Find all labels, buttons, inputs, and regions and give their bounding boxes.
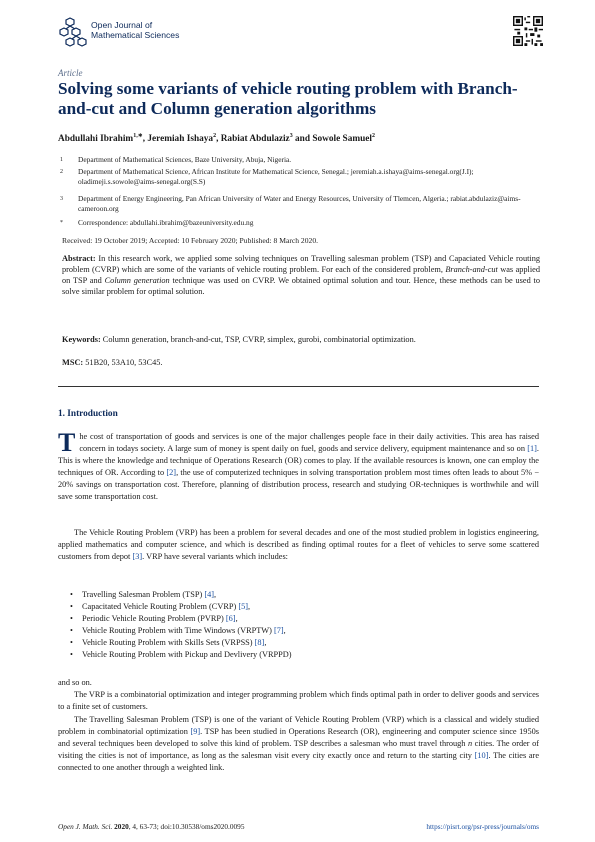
author-separator: and (292, 134, 313, 145)
journal-name (91, 20, 179, 40)
paragraph: The VRP is a combinatorial optimization and integer programming problem which finds optimal path in order to deliver goods and services to a finite set of customers. (58, 690, 539, 712)
footer-journal-abbr: Open J. Math. Sci. (58, 822, 113, 831)
affiliation-number: 2 (60, 169, 63, 175)
citation-link[interactable]: [1] (527, 444, 537, 454)
author-name: Sowole Samuel (312, 134, 372, 145)
section-divider (58, 386, 539, 387)
affiliation-number: * (60, 220, 63, 226)
author-affil-marker: 1,∗ (133, 133, 143, 139)
affiliation (58, 167, 548, 187)
abstract-emphasis: Branch-and-cut (445, 265, 498, 274)
footer-year: 2020 (114, 822, 129, 831)
affiliation (58, 194, 548, 214)
abstract-text: was applied on TSP and (62, 265, 540, 285)
abstract-text: technique was used on CVRP. We obtained optimal solution and tour. Hence, these methods can be used to solve similar problem for optimal solution. (62, 276, 541, 296)
footer-doi: , 4, 63-73; doi:10.30538/oms2020.0095 (128, 822, 245, 831)
list-item-text: Periodic Vehicle Routing Problem (PVRP) (82, 614, 226, 624)
affiliation-text: Department of Energy Engineering, Pan African University of Water and Energy Resources, University of Tlemcen, Algeria.; rabiat.abdulaziz@aims-cameroon.org (78, 194, 521, 213)
citation-link[interactable]: [8] (254, 638, 265, 648)
list-item (68, 589, 528, 601)
citation-link[interactable]: [3] (132, 552, 143, 562)
citation-link[interactable]: [5] (238, 602, 248, 612)
list-item-punct: , (248, 602, 251, 612)
journal-name-line1: Open Journal of (91, 20, 153, 30)
footer-citation (58, 822, 244, 831)
paragraph: and so on. (58, 678, 92, 687)
citation-link[interactable]: [10] (474, 751, 489, 761)
drop-cap: T (58, 428, 76, 457)
affiliation (58, 218, 548, 228)
list-item (68, 613, 528, 625)
journal-name-line2: Mathematical Sciences (91, 30, 180, 40)
paragraph (58, 428, 539, 503)
list-item-punct: , (264, 638, 267, 648)
author-separator: , (216, 134, 221, 145)
abstract-text: In this research work, we applied some solving techniques on Travelling salesman problem (TSP) and Capaciated Vehicle routing problem (CVRP) which are some of the variants of vehicle routing problem. For each of the considered problem, (62, 254, 540, 274)
paragraph-text: . VRP have several variants which includes: (142, 552, 288, 562)
affiliation-text: Department of Mathematical Sciences, Baze University, Abuja, Nigeria. (78, 155, 292, 164)
keywords-text: Column generation, branch-and-cut, TSP, CVRP, simplex, gurobi, combinatorial optimization. (100, 335, 416, 344)
vrp-variant-list (68, 589, 528, 661)
affiliation-number: 1 (60, 157, 63, 163)
paper-title: Solving some variants of vehicle routing problem with Branch-and-cut and Column generation algorithms (58, 79, 518, 118)
author-affil-marker: 3 (289, 133, 293, 139)
list-item (68, 637, 528, 649)
math-variable: n (467, 739, 473, 749)
abstract-label: Abstract: (62, 254, 96, 263)
author-name: Jeremiah Ishaya (147, 134, 214, 145)
qr-code-icon (513, 16, 543, 46)
paragraph-text: , the use of computerized techniques in solving transportation problem most times often leads to about 5% − 20% savings on transportation cost. Therefore, planning of distribution process, research and studying OR-techniques is worthwhile and will save some transportation cost. (58, 468, 539, 502)
list-item (68, 625, 528, 637)
affiliation-text: Department of Mathematical Science, African Institute for Mathematical Science, Senegal.; jeremiah.a.ishaya@aims-senegal.org(J.I); oladimeji.s.sowole@aims-senegal.org(S.S) (78, 167, 474, 186)
abstract (62, 253, 540, 297)
list-item (68, 601, 528, 613)
citation-link[interactable]: [9] (190, 727, 201, 737)
list-item-punct: , (235, 614, 238, 624)
publication-dates: Received: 19 October 2019; Accepted: 10 February 2020; Published: 8 March 2020. (62, 236, 319, 245)
hexagon-network-icon (58, 16, 88, 50)
author-separator: , (142, 134, 148, 145)
paragraph-text: cities. The order of visiting the cities is not of importance, as long as the salesman visit every city exactly once and return to the starting city (58, 739, 539, 761)
msc-label: MSC: (62, 358, 84, 367)
footer-journal-url[interactable]: https://pisrt.org/psr-press/journals/oms (426, 822, 539, 831)
paragraph-text: he cost of transportation of goods and services is one of the major challenges people face in their daily activities. This area has raised concern in todays society. A large sum of money is spent daily on fuel, goods and service delivery, equipment maintenance and so on (79, 432, 539, 454)
article-type: Article (58, 68, 83, 78)
list-item-text: Capacitated Vehicle Routing Problem (CVRP) (82, 602, 239, 612)
msc-text: 51B20, 53A10, 53C45. (83, 358, 163, 367)
paragraph-text: The Vehicle Routing Problem (VRP) has been a problem for several decades and one of the most studied problem in logistics engineering, applied mathematics and computer science, and which is described as finding optimal routes for a fleet of vehicles to serve some scattered customers from depot (58, 528, 539, 562)
list-item-punct: , (214, 590, 217, 599)
abstract-emphasis: Column generation (104, 276, 170, 285)
journal-header (58, 16, 543, 56)
list-item-text: Vehicle Routing Problem with Pickup and Devlivery (VRPPD) (82, 650, 292, 660)
citation-link[interactable]: [7] (273, 626, 284, 636)
list-item-punct: , (283, 626, 286, 636)
paragraph-text: . The cities are connected to one another through a weighted link. (58, 751, 540, 773)
paragraph (58, 714, 539, 774)
paragraph-text: . TSP has been studied in Operations Research (OR), engineering and computer science since 1950s and several techniques been developed to solve this kind of problem. TSP describes a salesman who must travel through (58, 727, 539, 749)
author-list (58, 132, 375, 144)
list-item-text: Travelling Salesman Problem (TSP) (82, 590, 205, 599)
keywords-label: Keywords: (62, 335, 101, 344)
affiliation-number: 3 (60, 196, 63, 202)
paragraph (58, 527, 539, 563)
author-affil-marker: 2 (213, 133, 217, 139)
citation-link[interactable]: [4] (204, 590, 214, 599)
keywords (62, 334, 540, 345)
affiliation-text: Correspondence: abdullahi.ibrahim@bazeuniversity.edu.ng (78, 218, 254, 227)
author-name: Rabiat Abdulaziz (220, 134, 290, 145)
citation-link[interactable]: [6] (225, 614, 236, 624)
paragraph-text: The Travelling Salesman Problem (TSP) is one of the variant of Vehicle Routing Problem (VRP) which is a classical and widely studied problem in combinatorial optimization (58, 715, 539, 737)
list-item-text: Vehicle Routing Problem with Time Windows (VRPTW) (82, 626, 274, 636)
citation-link[interactable]: [2] (166, 468, 177, 478)
author-affil-marker: 2 (372, 133, 375, 139)
list-item-text: Vehicle Routing Problem with Skills Sets (VRPSS) (82, 638, 255, 648)
affiliation (58, 155, 548, 165)
paragraph-text: . This is where the knowledge and technique of Operations Research (OR) comes to play. If the available resources is known, one can employ the techniques of OR. According to (58, 444, 539, 478)
author-name: Abdullahi Ibrahim (58, 134, 134, 145)
list-item (68, 649, 528, 661)
section-heading: 1. Introduction (58, 409, 118, 419)
msc-codes (62, 357, 540, 368)
